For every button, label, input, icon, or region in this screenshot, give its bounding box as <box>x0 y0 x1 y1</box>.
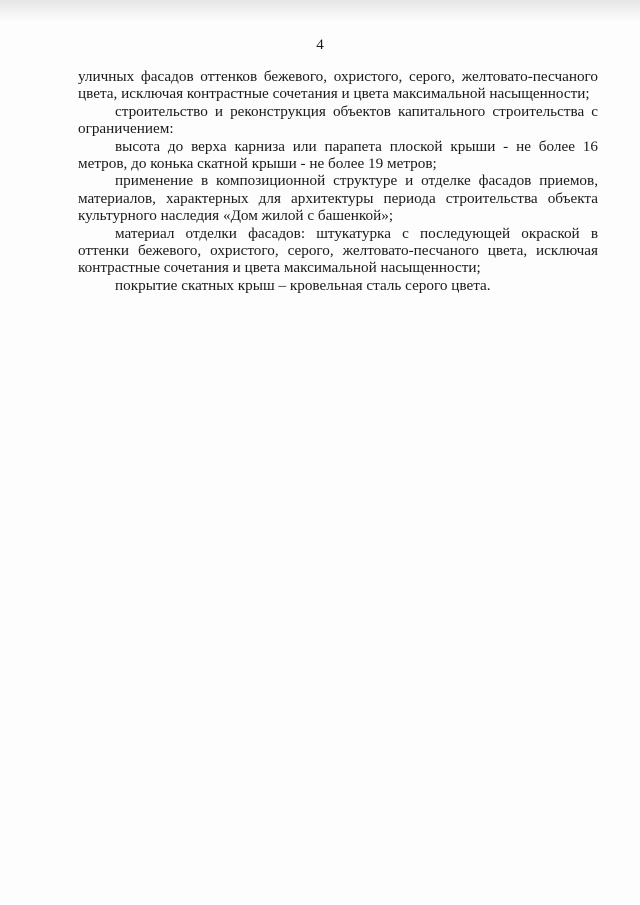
scan-shadow <box>0 0 640 22</box>
paragraph: высота до верха карниза или парапета плоской крыши - не более 16 метров, до конька скатной крыши - не более 19 метров; <box>78 137 598 173</box>
page-number: 4 <box>316 37 324 53</box>
paragraph: материал отделки фасадов: штукатурка с последующей окраской в оттенки бежевого, охристого, серого, желтовато-песчаного цвета, исключая контрастные сочетания и цвета максимальной насыщенности; <box>78 224 598 277</box>
paragraph: строительство и реконструкция объектов капитального строительства с ограничением: <box>78 102 598 138</box>
document-body <box>78 68 598 294</box>
paragraph: покрытие скатных крыш – кровельная сталь серого цвета. <box>115 276 491 294</box>
paragraph: уличных фасадов оттенков бежевого, охристого, серого, желтовато-песчаного цвета, исключая контрастные сочетания и цвета максимальной насыщенности; <box>78 68 598 103</box>
paragraph: применение в композиционной структуре и отделке фасадов приемов, материалов, характерных для архитектуры периода строительства объекта культурного наследия «Дом жилой с башенкой»; <box>78 172 598 225</box>
